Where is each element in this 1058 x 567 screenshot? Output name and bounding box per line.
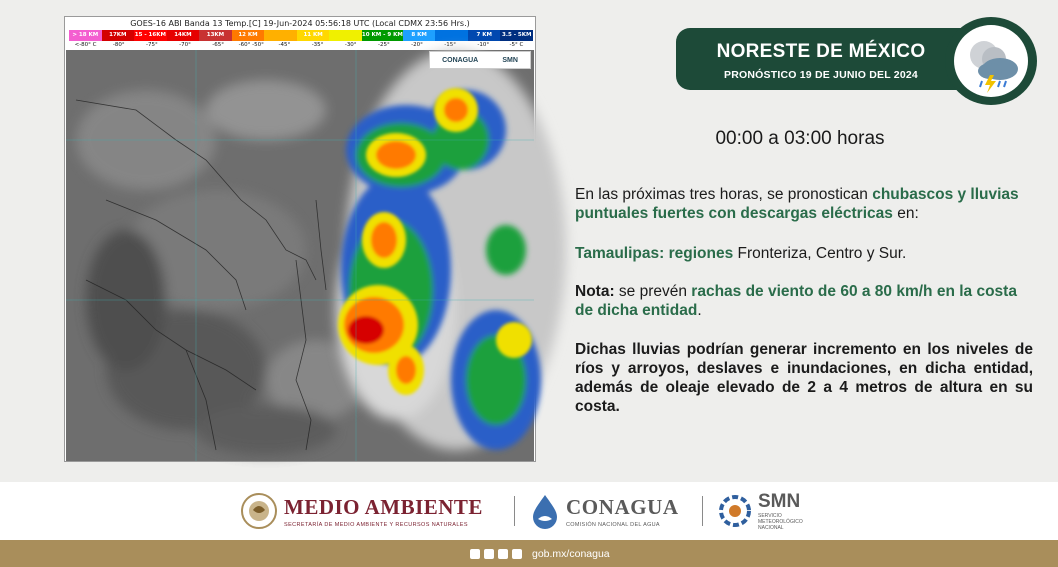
- smn-title: SMN: [758, 491, 801, 512]
- scale-segment: 7 KM: [468, 30, 501, 41]
- temperature-label: -70°: [179, 42, 191, 48]
- smn-subtitle-1: SERVICIO: [758, 513, 782, 519]
- forecast-paragraph-2: [575, 244, 1033, 263]
- forecast-note: [575, 282, 1033, 320]
- smn-spiral-icon: [718, 494, 752, 528]
- satellite-logos: [429, 51, 531, 69]
- temperature-scale: [69, 41, 533, 50]
- satellite-image: [64, 16, 536, 462]
- forecast-date: PRONÓSTICO 19 DE JUNIO DEL 2024: [724, 69, 918, 81]
- conagua-title: CONAGUA: [566, 494, 679, 519]
- region-title: NORESTE DE MÉXICO: [716, 41, 926, 62]
- temperature-label: -25°: [377, 42, 390, 48]
- scale-segment: 13KM: [199, 30, 232, 41]
- scale-segment: 15 - 16KM: [134, 30, 167, 41]
- p2-highlight: Tamaulipas: regiones: [575, 245, 734, 262]
- forecast-paragraph-1: [575, 185, 1033, 223]
- social-bar: [0, 540, 1058, 567]
- footer-separator: [514, 496, 515, 526]
- social-links: [470, 540, 610, 567]
- footer-logos: [0, 482, 1058, 540]
- temperature-label: -15°: [444, 42, 456, 48]
- temperature-label: -35°: [311, 42, 324, 48]
- p1-highlight: chubascos y lluvias puntuales fuertes con descargas eléctricas: [575, 186, 1019, 222]
- satellite-header: GOES-16 ABI Banda 13 Temp.[C] 19-Jun-2024 05:56:18 UTC (Local CDMX 23:56 Hrs.): [65, 17, 535, 30]
- temperature-label: -45°: [278, 42, 291, 48]
- temperature-label: -65°: [212, 42, 224, 48]
- note-label: Nota:: [575, 283, 615, 300]
- medio-ambiente-title: MEDIO AMBIENTE: [284, 494, 483, 519]
- p1-text: En las próximas tres horas, se pronostican: [575, 186, 873, 203]
- note-end: .: [697, 302, 702, 319]
- conagua-logo-small: CONAGUA: [442, 56, 479, 64]
- semarnat-logo: [240, 482, 483, 540]
- temperature-label: -60° -50°: [238, 42, 264, 48]
- website-link[interactable]: gob.mx/conagua: [532, 547, 610, 560]
- note-highlight: rachas de viento de 60 a 80 km/h en la costa de dicha entidad: [575, 283, 1017, 319]
- scale-segment: 11 KM: [297, 30, 330, 41]
- scale-segment: [329, 30, 362, 41]
- temperature-label: -5° C: [509, 42, 524, 48]
- scale-segment: [264, 30, 297, 41]
- region-banner: [676, 28, 966, 90]
- temperature-label: -30°: [344, 42, 357, 48]
- scale-segment: 17KM: [102, 30, 135, 41]
- temperature-label: -80°: [112, 42, 125, 48]
- coat-of-arms-icon: [240, 492, 278, 530]
- facebook-icon[interactable]: [470, 549, 480, 559]
- weather-icon-holder: [954, 25, 1028, 97]
- conagua-logo: [530, 482, 679, 540]
- x-twitter-icon[interactable]: [484, 549, 494, 559]
- smn-subtitle-3: NACIONAL: [758, 525, 784, 531]
- scale-segment: 12 KM: [232, 30, 265, 41]
- scale-segment: [435, 30, 468, 41]
- temperature-label: -75°: [145, 42, 158, 48]
- scale-segment: 3.5 - 5KM: [500, 30, 533, 41]
- storm-cloud-icon: [954, 25, 1028, 97]
- scale-segment: 10 KM - 9 KM: [362, 30, 403, 41]
- impacts-paragraph: Dichas lluvias podrían generar incremento en los niveles de ríos y arroyos, deslaves e inundaciones, en dicha entidad, además de oleaje elevado de 2 a 4 metros de altura en su costa.: [575, 341, 1033, 415]
- youtube-icon[interactable]: [512, 549, 522, 559]
- infrared-map: [66, 50, 534, 461]
- temperature-label: -20°: [411, 42, 423, 48]
- footer-separator: [702, 496, 703, 526]
- p1-text-end: en:: [892, 205, 919, 222]
- instagram-icon[interactable]: [498, 549, 508, 559]
- temperature-label: <-80° C: [74, 42, 97, 48]
- medio-ambiente-subtitle: SECRETARÍA DE MEDIO AMBIENTE Y RECURSOS NATURALES: [284, 521, 468, 528]
- water-drop-icon: [530, 493, 560, 529]
- time-range: 00:00 a 03:00 horas: [715, 128, 885, 149]
- scale-segment: 8 KM: [403, 30, 436, 41]
- conagua-subtitle: COMISIÓN NACIONAL DEL AGUA: [566, 521, 660, 528]
- altitude-color-scale: [69, 30, 533, 41]
- smn-subtitle-2: METEOROLÓGICO: [758, 519, 803, 525]
- note-text: se prevén: [614, 283, 692, 300]
- p2-text: Fronteriza, Centro y Sur.: [733, 245, 907, 262]
- smn-logo: [718, 482, 803, 540]
- temperature-label: -10°: [477, 42, 490, 48]
- scale-segment: 14KM: [167, 30, 200, 41]
- scale-segment: > 18 KM: [69, 30, 102, 41]
- smn-logo-small: SMN: [502, 56, 518, 64]
